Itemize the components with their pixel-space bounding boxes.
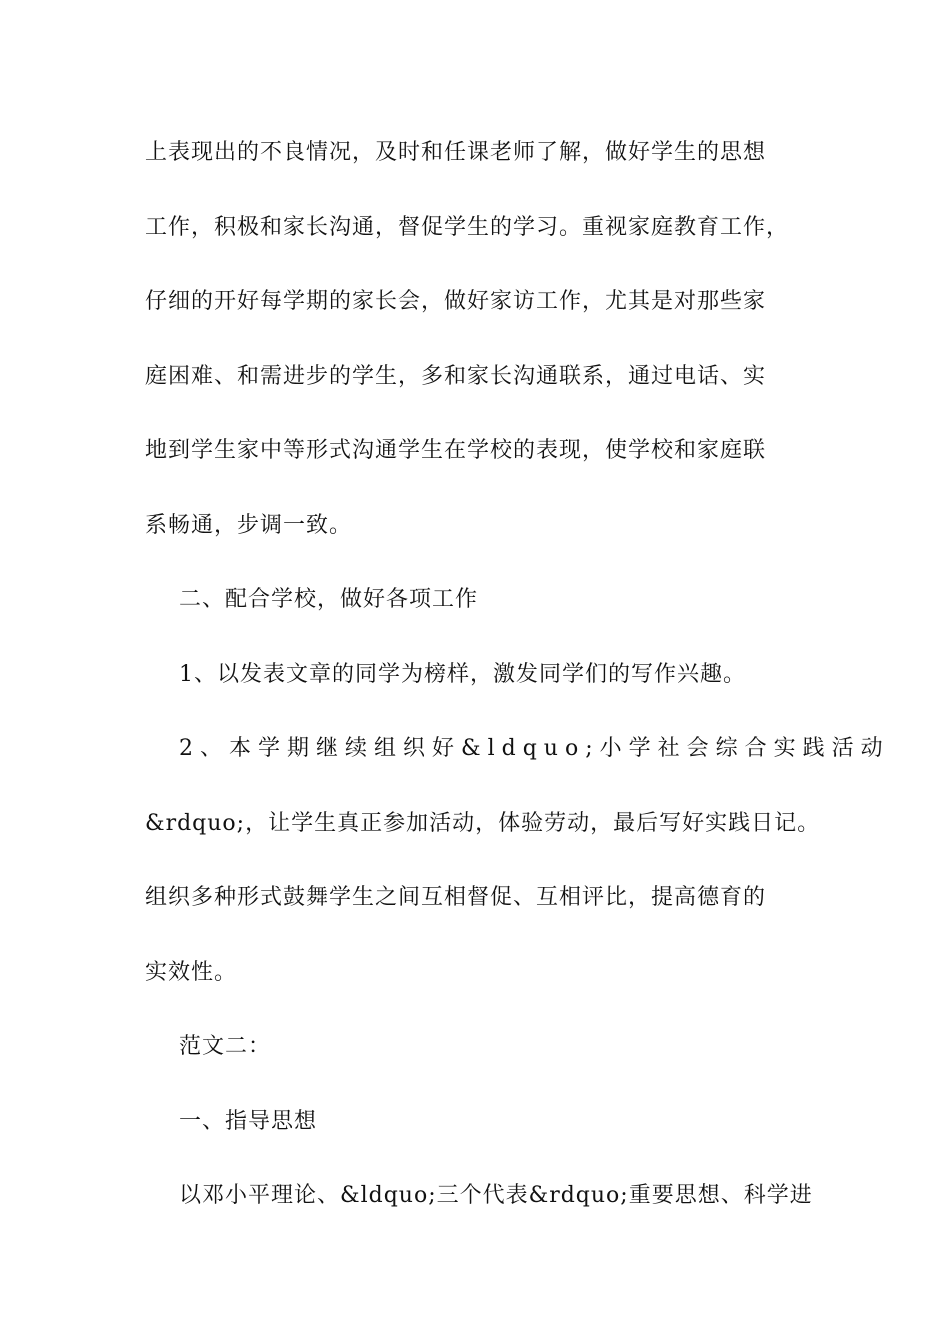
list-item: 1、以发表文章的同学为榜样，激发同学们的写作兴趣。 bbox=[179, 661, 746, 687]
text-line: 系畅通，步调一致。 bbox=[145, 512, 353, 538]
text-line: 庭困难、和需进步的学生，多和家长沟通联系，通过电话、实 bbox=[145, 363, 767, 389]
text-line: 上表现出的不良情况，及时和任课老师了解，做好学生的思想 bbox=[145, 140, 767, 165]
text-line: 仔细的开好每学期的家长会，做好家访工作，尤其是对那些家 bbox=[145, 289, 767, 314]
document-body bbox=[145, 128, 890, 1246]
text-line: 地到学生家中等形式沟通学生在学校的表现，使学校和家庭联 bbox=[145, 438, 767, 463]
list-item: 2、本学期继续组织好&ldquo;小学社会综合实践活动 bbox=[179, 736, 890, 761]
section-heading: 二、配合学校，做好各项工作 bbox=[179, 587, 479, 612]
text-line: &rdquo;，让学生真正参加活动，体验劳动，最后写好实践日记。 bbox=[145, 810, 821, 836]
section-heading: 一、指导思想 bbox=[179, 1108, 318, 1134]
text-line: 工作，积极和家长沟通，督促学生的学习。重视家庭教育工作， bbox=[145, 214, 790, 240]
text-line: 实效性。 bbox=[145, 959, 238, 985]
section-heading: 范文二： bbox=[179, 1034, 272, 1059]
text-line: 以邓小平理论、&ldquo;三个代表&rdquo;重要思想、科学进 bbox=[179, 1183, 813, 1208]
text-line: 组织多种形式鼓舞学生之间互相督促、互相评比，提高德育的 bbox=[145, 885, 767, 910]
